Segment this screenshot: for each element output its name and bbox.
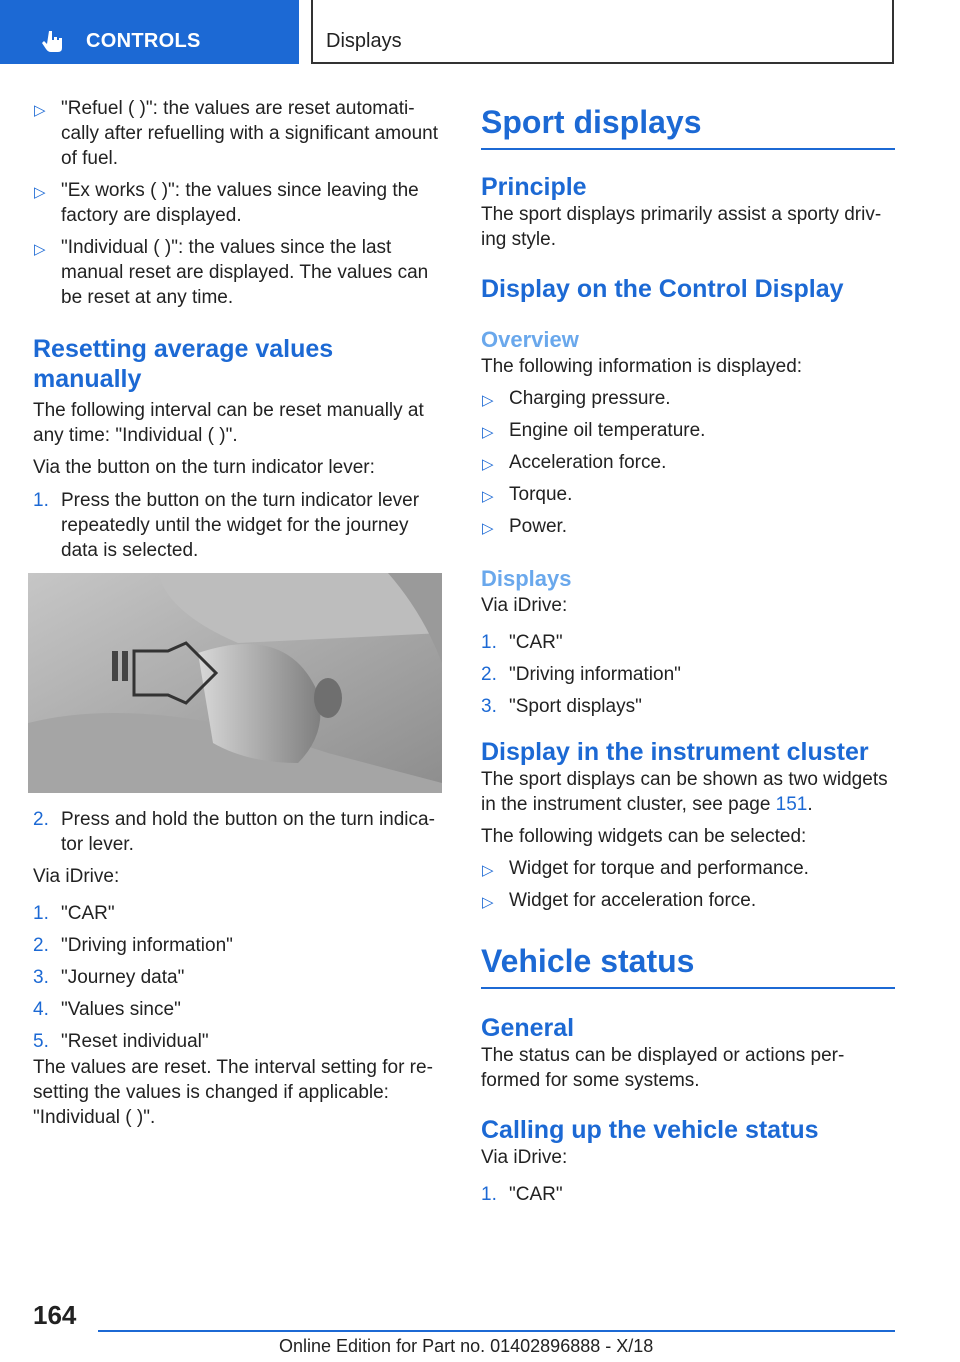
list-item: ▷ Widget for acceleration force. (481, 888, 895, 913)
idrive-menu-path (481, 1182, 895, 1207)
turn-indicator-lever-photo (28, 573, 442, 793)
list-item: 2. "Driving information" (33, 935, 233, 956)
list-item: 3. "Sport displays" (481, 696, 642, 717)
triangle-bullet-icon: ▷ (482, 456, 494, 473)
reset-text: The following interval can be reset manually at any time: "Individual ( )". (33, 400, 424, 446)
heading-general: General (481, 1014, 575, 1042)
triangle-bullet-icon: ▷ (482, 424, 494, 441)
footer-edition: Online Edition for Part no. 01402896888 - X/18 (279, 1336, 654, 1356)
list-item: 1. "CAR" (33, 903, 115, 924)
via-idrive-text: Via iDrive: (481, 1147, 568, 1168)
list-item: 1. Press the button on the turn indicator lever repeatedly until the widget for the journey data is selected. (33, 490, 420, 561)
list-item: ▷ Engine oil temperature. (481, 418, 895, 443)
left-column (33, 96, 445, 1130)
via-button-text: Via the button on the turn indicator lever: (33, 457, 375, 478)
footer-divider (98, 1330, 895, 1332)
overview-list (481, 386, 895, 539)
list-item: 1. "CAR" (481, 632, 563, 653)
list-item: ▷ "Ex works ( )": the values since leaving the factory are displayed. (34, 180, 419, 226)
idrive-menu-path (33, 901, 445, 1054)
heading-principle: Principle (481, 173, 587, 201)
triangle-bullet-icon: ▷ (482, 488, 494, 505)
idrive-menu-path (481, 630, 895, 719)
list-item: 2. Press and hold the button on the turn indica-tor lever. (33, 809, 435, 855)
triangle-bullet-icon: ▷ (482, 894, 494, 911)
heading-reset: Resetting average values manually (33, 335, 334, 393)
title-sport-displays: Sport displays (481, 102, 895, 150)
via-idrive-text: Via iDrive: (481, 595, 568, 616)
triangle-bullet-icon: ▷ (34, 184, 46, 201)
heading-overview: Overview (481, 327, 579, 352)
page-title: Displays (326, 30, 402, 52)
list-item: ▷ Acceleration force. (481, 450, 895, 475)
hand-pointer-icon (40, 28, 66, 54)
general-text: The status can be displayed or actions per-formed for some systems. (481, 1045, 845, 1091)
heading-control-display: Display on the Control Display (481, 275, 844, 303)
list-item: ▷ "Individual ( )": the values since the last manual reset are displayed. The values can be reset at any time. (34, 237, 429, 308)
triangle-bullet-icon: ▷ (482, 392, 494, 409)
right-column (481, 102, 895, 1214)
list-item: 2. "Driving information" (481, 664, 681, 685)
page-number: 164 (33, 1300, 77, 1330)
page-link[interactable]: 151 (775, 794, 808, 815)
list-item: 4. "Values since" (33, 999, 181, 1020)
triangle-bullet-icon: ▷ (34, 241, 46, 258)
triangle-bullet-icon: ▷ (34, 102, 46, 119)
heading-calling-up: Calling up the vehicle status (481, 1116, 819, 1144)
widgets-list (481, 856, 895, 913)
list-item: ▷ Widget for torque and performance. (481, 856, 895, 881)
triangle-bullet-icon: ▷ (482, 520, 494, 537)
step-list (33, 488, 445, 563)
via-idrive-text: Via iDrive: (33, 866, 120, 887)
interval-list (33, 96, 445, 310)
list-item: ▷ Torque. (481, 482, 895, 507)
list-item: 1. "CAR" (481, 1184, 563, 1205)
list-item: ▷ Power. (481, 514, 895, 539)
overview-text: The following information is displayed: (481, 356, 803, 377)
section-tab[interactable] (0, 0, 299, 64)
section-label: CONTROLS (86, 30, 201, 52)
list-item: ▷ "Refuel ( )": the values are reset automati-cally after refuelling with a significant amount of fuel. (34, 98, 439, 169)
list-item: 3. "Journey data" (33, 967, 185, 988)
principle-text: The sport displays primarily assist a sporty driv-ing style. (481, 204, 882, 250)
title-vehicle-status: Vehicle status (481, 941, 895, 989)
list-item: 5. "Reset individual" (33, 1031, 209, 1052)
widgets-text: The following widgets can be selected: (481, 826, 807, 847)
list-item: ▷ Charging pressure. (481, 386, 895, 411)
step-list-2 (33, 807, 445, 857)
triangle-bullet-icon: ▷ (482, 862, 494, 879)
heading-instrument-cluster: Display in the instrument cluster (481, 738, 869, 766)
heading-displays: Displays (481, 566, 572, 591)
instrument-text: The sport displays can be shown as two widgets in the instrument cluster, see page 151. (481, 769, 888, 815)
closing-text: The values are reset. The interval setting for re-setting the values is changed if applicable: "Individual ( )". (33, 1057, 433, 1128)
